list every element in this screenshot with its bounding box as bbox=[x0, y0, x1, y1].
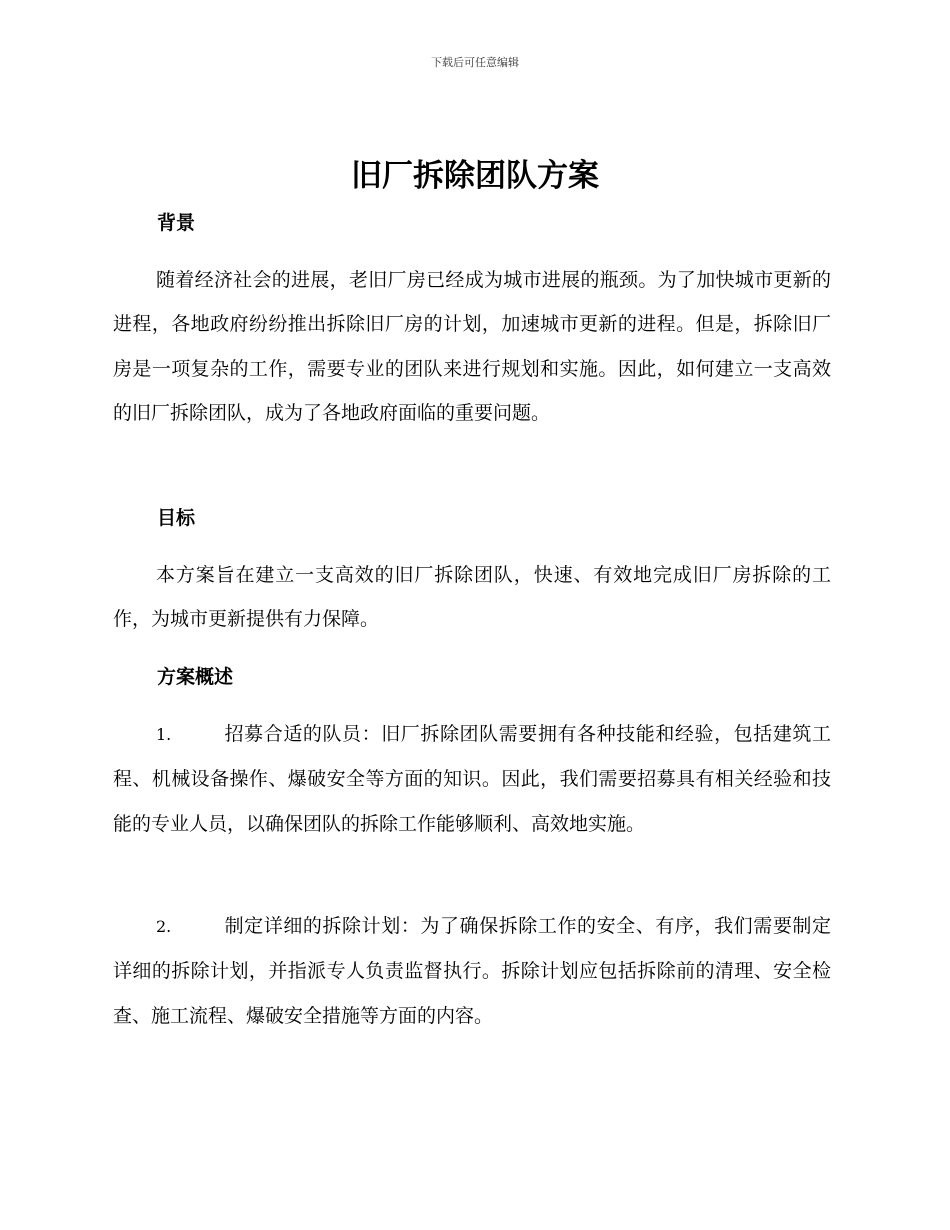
section-heading-goal: 目标 bbox=[157, 507, 196, 529]
list-item-number: 1. bbox=[156, 725, 172, 744]
document-title: 旧厂拆除团队方案 bbox=[351, 158, 599, 194]
section-heading-overview: 方案概述 bbox=[157, 666, 234, 688]
list-item bbox=[113, 712, 831, 846]
section-heading-background: 背景 bbox=[157, 212, 196, 234]
background-paragraph: 随着经济社会的进展，老旧厂房已经成为城市进展的瓶颈。为了加快城市更新的进程，各地政府纷纷推出拆除旧厂房的计划，加速城市更新的进程。但是，拆除旧厂房是一项复杂的工作，需要专业的团队来进行规划和实施。因此，如何建立一支高效的旧厂拆除团队，成为了各地政府面临的重要问题。 bbox=[113, 269, 831, 424]
list-item-text: 招募合适的队员：旧厂拆除团队需要拥有各种技能和经验，包括建筑工程、机械设备操作、爆破安全等方面的知识。因此，我们需要招募具有相关经验和技能的专业人员，以确保团队的拆除工作能够顺利、高效地实施。 bbox=[113, 723, 831, 835]
list-item-number: 2. bbox=[156, 917, 172, 936]
list-item bbox=[113, 904, 831, 1038]
list-item-text: 制定详细的拆除计划：为了确保拆除工作的安全、有序，我们需要制定详细的拆除计划，并指派专人负责监督执行。拆除计划应包括拆除前的清理、安全检查、施工流程、爆破安全措施等方面的内容。 bbox=[113, 915, 831, 1027]
page-header-note: 下载后可任意编辑 bbox=[431, 56, 519, 69]
goal-paragraph: 本方案旨在建立一支高效的旧厂拆除团队，快速、有效地完成旧厂房拆除的工作，为城市更新提供有力保障。 bbox=[113, 564, 831, 631]
